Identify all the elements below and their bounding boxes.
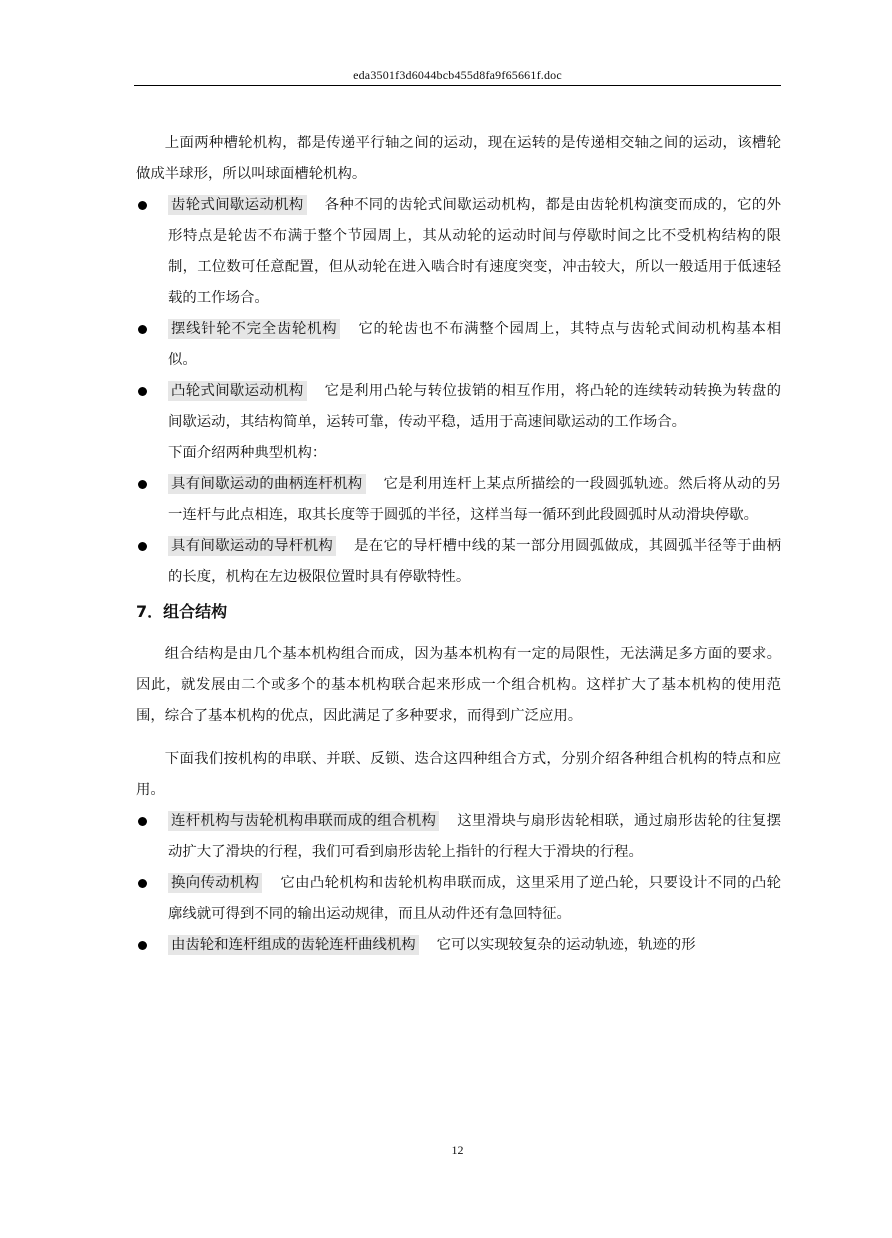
term-description: 是在它的导杆槽中线的某一部分用圆弧做成，其圆弧半径等于曲柄的长度，机构在左边极限位置时具有停歇特性。 [168, 538, 781, 585]
term-description: 各种不同的齿轮式间歇运动机构，都是由齿轮机构演变而成的，它的外形特点是轮齿不布满于整个节园周上，其从动轮的运动时间与停歇时间之比不受机构结构的限制，工位数可任意配置，但从动轮在进入啮合时有速度突变，冲击较大，所以一般适用于低速轻载的工作场合。 [168, 197, 781, 306]
typical-mechanisms-intro: 下面介绍两种典型机构： [168, 445, 327, 461]
list-item [136, 469, 781, 531]
list-item [136, 531, 781, 593]
bullet-icon [138, 325, 147, 334]
term-description: 它由凸轮机构和齿轮机构串联而成，这里采用了逆凸轮，只要设计不同的凸轮廓线就可得到不同的输出运动规律，而且从动件还有急回特征。 [168, 875, 781, 922]
term-description: 这里滑块与扇形齿轮相联，通过扇形齿轮的往复摆动扩大了滑块的行程，我们可看到扇形齿轮上指针的行程大于滑块的行程。 [168, 813, 781, 860]
bullet-icon [138, 817, 147, 826]
list-item [136, 868, 781, 930]
intro-paragraph: 上面两种槽轮机构，都是传递平行轴之间的运动，现在运转的是传递相交轴之间的运动，该槽轮做成半球形，所以叫球面槽轮机构。 [136, 135, 781, 182]
typical-mechanisms-list [136, 469, 781, 593]
bullet-icon [138, 542, 147, 551]
combination-mechanisms-list [136, 806, 781, 961]
bullet-icon [138, 941, 147, 950]
combination-paragraph: 组合结构是由几个基本机构组合而成，因为基本机构有一定的局限性，无法满足多方面的要求。因此，就发展由二个或多个的基本机构联合起来形成一个组合机构。这样扩大了基本机构的使用范围，综合了基本机构的优点，因此满足了多种要求，而得到广泛应用。 [136, 646, 781, 724]
term-highlight: 摆线针轮不完全齿轮机构 [168, 319, 340, 339]
term-description: 它可以实现较复杂的运动轨迹，轨迹的形 [436, 937, 696, 953]
list-item [136, 376, 781, 438]
term-highlight: 齿轮式间歇运动机构 [168, 195, 307, 215]
list-item [136, 930, 781, 961]
page-number: 12 [451, 1143, 464, 1157]
bullet-icon [138, 387, 147, 396]
combination-methods-paragraph: 下面我们按机构的串联、并联、反锁、迭合这四种组合方式，分别介绍各种组合机构的特点和应用。 [136, 751, 781, 798]
list-item [136, 190, 781, 314]
document-filename-header: eda3501f3d6044bcb455d8fa9f65661f.doc [353, 68, 562, 82]
term-description: 它是利用连杆上某点所描绘的一段圆弧轨迹。然后将从动的另一连杆与此点相连，取其长度等于圆弧的半径，这样当每一循环到此段圆弧时从动滑块停歇。 [168, 476, 781, 523]
term-highlight: 凸轮式间歇运动机构 [168, 381, 307, 401]
bullet-icon [138, 480, 147, 489]
term-description: 它是利用凸轮与转位拔销的相互作用，将凸轮的连续转动转换为转盘的间歇运动，其结构简单，运转可靠，传动平稳，适用于高速间歇运动的工作场合。 [168, 383, 781, 430]
section-heading: 7．组合结构 [136, 602, 228, 621]
page-body [136, 128, 781, 961]
bullet-icon [138, 879, 147, 888]
bullet-icon [138, 201, 147, 210]
list-item [136, 314, 781, 376]
intermittent-mechanisms-list [136, 190, 781, 438]
list-item [136, 806, 781, 868]
header-divider [134, 85, 781, 86]
term-highlight: 连杆机构与齿轮机构串联而成的组合机构 [168, 811, 439, 831]
term-highlight: 具有间歇运动的导杆机构 [168, 536, 336, 556]
term-highlight: 具有间歇运动的曲柄连杆机构 [168, 474, 366, 494]
term-description: 它的轮齿也不布满整个园周上，其特点与齿轮式间动机构基本相似。 [168, 321, 781, 368]
term-highlight: 由齿轮和连杆组成的齿轮连杆曲线机构 [168, 935, 419, 955]
term-highlight: 换向传动机构 [168, 873, 262, 893]
